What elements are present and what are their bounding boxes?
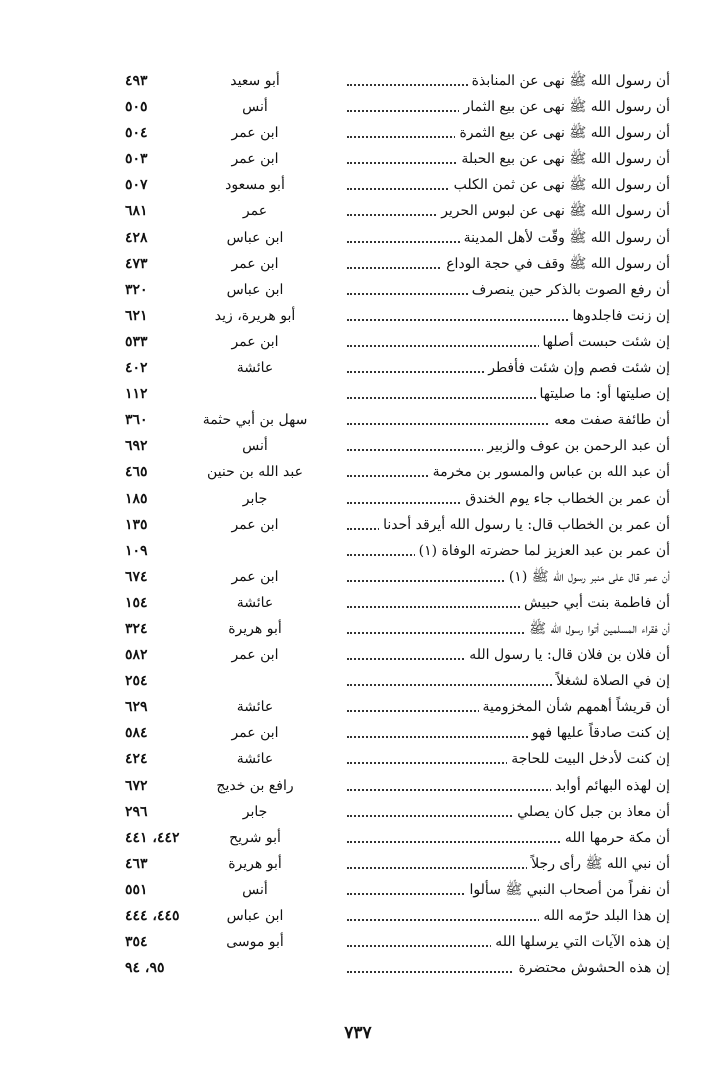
hadith-text: إن كنت لأدخل البيت للحاجة [507, 746, 670, 772]
page-references: ١٣٥ [125, 516, 148, 533]
hadith-text: أن نفراً من أصحاب النبي ﷺ سألوا [466, 877, 670, 903]
hadith-text: إن لهذه البهائم أوابد [551, 773, 670, 799]
index-row [125, 355, 670, 381]
index-row [125, 251, 670, 277]
page-references: ٤٤٥، ٤٤٤ [125, 908, 180, 924]
hadith-text: أن عمر بن الخطاب قال: يا رسول الله أيرقد أحدنا [379, 512, 670, 538]
index-row [125, 329, 670, 355]
hadith-text: إن هذا البلد حرّمه الله [539, 903, 670, 929]
index-row [125, 433, 670, 459]
hadith-text: إن هذه الآيات التي يرسلها الله [491, 929, 670, 955]
page-references: ٦٧٢ [125, 777, 148, 794]
hadith-text: إن زنت فاجلدوها [569, 303, 670, 329]
page-references: ٤٧٣ [125, 255, 148, 272]
hadith-index-list [125, 68, 670, 981]
hadith-text: إن هذه الحشوش محتضرة [514, 955, 670, 981]
index-row [125, 538, 670, 564]
index-row [125, 877, 670, 903]
index-row [125, 955, 670, 981]
page-references: ٦٩٢ [125, 438, 148, 455]
page-references: ١٠٩ [125, 542, 148, 559]
index-row [125, 564, 670, 590]
index-row [125, 929, 670, 955]
hadith-text: أن رسول الله ﷺ نهى عن بيع الحبلة [457, 146, 670, 172]
index-row [125, 172, 670, 198]
hadith-text: إن صليتها أو: ما صليتها [536, 381, 670, 407]
index-row [125, 590, 670, 616]
narrator-name: عائشة [236, 699, 274, 716]
hadith-text: أن رسول الله ﷺ نهى عن المنابذة [468, 68, 670, 94]
hadith-text: إن شئت حبست أصلها [539, 329, 670, 355]
page-references: ٥٨٤ [125, 725, 148, 742]
hadith-text: أن عمر بن عبد العزيز لما حضرته الوفاة (١) [415, 538, 670, 564]
page-references: ٤٦٥ [125, 464, 148, 481]
page-references: ٢٩٦ [125, 803, 148, 820]
page-references: ٩٥، ٩٤ [125, 960, 165, 977]
page-references: ٥٠٧ [125, 177, 148, 194]
hadith-text: أن رسول الله ﷺ نهى عن بيع الثمرة [455, 120, 670, 146]
narrator-name: ابن عمر [231, 125, 279, 142]
narrator-name: عائشة [236, 751, 274, 768]
index-row [125, 225, 670, 251]
index-row [125, 277, 670, 303]
narrator-name: أبو هريرة [228, 855, 282, 872]
hadith-text: إن كنت صادقاً عليها فهو [528, 720, 670, 746]
index-row [125, 94, 670, 120]
index-row [125, 694, 670, 720]
page-references: ٣٢٤ [125, 620, 148, 637]
index-row [125, 746, 670, 772]
index-row [125, 381, 670, 407]
hadith-text: أن فلان بن فلان قال: يا رسول الله [465, 642, 670, 668]
hadith-text: أن رسول الله ﷺ وقّت لأهل المدينة [460, 225, 670, 251]
hadith-text: أن عبد الرحمن بن عوف والزبير [483, 433, 670, 459]
narrator-name: ابن عمر [231, 568, 279, 585]
hadith-text: أن طائفة صفت معه [550, 407, 670, 433]
narrator-name: ابن عباس [226, 229, 284, 246]
page-references: ٤٤٢، ٤٤١ [125, 829, 180, 846]
index-row [125, 198, 670, 224]
index-row [125, 459, 670, 485]
narrator-name: أبو سعيد [230, 73, 280, 89]
page-references: ٣٢٠ [125, 281, 148, 298]
index-row [125, 825, 670, 851]
page-references: ١٥٤ [125, 594, 148, 611]
index-row [125, 120, 670, 146]
page-references: ٥٥١ [125, 881, 148, 898]
narrator-name: أبو شريح [229, 829, 281, 846]
narrator-name: أبو هريرة، زيد [214, 307, 296, 324]
narrator-name: ابن عمر [231, 516, 279, 533]
index-row [125, 642, 670, 668]
page-number: ٧٣٧ [344, 1023, 372, 1043]
hadith-text: أن قريشاً أهمهم شأن المخزومية [479, 694, 670, 720]
narrator-name: عائشة [236, 594, 274, 611]
page-references: ٤٠٢ [125, 360, 148, 377]
index-row [125, 512, 670, 538]
index-row [125, 68, 670, 94]
hadith-text: أن معاذ بن جبل كان يصلي [513, 799, 670, 825]
index-row [125, 616, 670, 642]
index-row [125, 799, 670, 825]
index-row [125, 303, 670, 329]
index-row [125, 851, 670, 877]
page-references: ١٨٥ [125, 490, 148, 507]
index-row [125, 486, 670, 512]
index-row [125, 720, 670, 746]
hadith-text: أن رسول الله ﷺ وقف في حجة الوداع [442, 251, 670, 277]
narrator-name: سهل بن أبي حثمة [202, 412, 308, 429]
page-references: ٣٦٠ [125, 412, 148, 429]
narrator-name: ابن عمر [231, 725, 279, 742]
narrator-name: ابن عمر [231, 151, 279, 168]
hadith-text: أن رسول الله ﷺ نهى عن ثمن الكلب [450, 172, 670, 198]
page-references: ٥٨٢ [125, 647, 148, 664]
page-references: ٤٩٣ [125, 73, 148, 89]
narrator-name: جابر [242, 803, 268, 820]
narrator-name: جابر [242, 490, 268, 507]
narrator-name: أنس [242, 99, 268, 116]
narrator-name: أبو مسعود [225, 177, 285, 194]
page-references: ٦٨١ [125, 203, 148, 220]
index-row [125, 407, 670, 433]
hadith-text: أن عمر بن الخطاب جاء يوم الخندق [461, 486, 670, 512]
narrator-name: عائشة [236, 360, 274, 377]
page-references: ١١٢ [125, 386, 148, 403]
narrator-name: ابن عمر [231, 255, 279, 272]
hadith-text: إن في الصلاة لشغلاً [552, 668, 670, 694]
hadith-text: أن رسول الله ﷺ نهى عن لبوس الحرير [437, 198, 670, 224]
narrator-name: ابن عباس [226, 281, 284, 298]
page-references: ٥٠٥ [125, 99, 148, 116]
narrator-name: عبد الله بن حنين [207, 464, 303, 481]
page-references: ٦٢٩ [125, 699, 148, 716]
index-row [125, 903, 670, 929]
page-references: ٥٠٣ [125, 151, 148, 168]
narrator-name: ابن عباس [226, 908, 284, 924]
hadith-text: أن رسول الله ﷺ نهى عن بيع الثمار [459, 94, 670, 120]
page-references: ٢٥٤ [125, 673, 148, 690]
hadith-text: أن فاطمة بنت أبي حبيش [520, 590, 670, 616]
narrator-name: أنس [242, 881, 268, 898]
page-references: ٤٦٣ [125, 855, 148, 872]
hadith-text: أن فقراء المسلمين أتوا رسول الله ﷺ [525, 616, 670, 642]
page-references: ٥٠٤ [125, 125, 148, 142]
index-row [125, 146, 670, 172]
page-references: ٦٧٤ [125, 568, 148, 585]
hadith-text: أن عبد الله بن عباس والمسور بن مخرمة [429, 459, 670, 485]
narrator-name: رافع بن خديج [216, 777, 294, 794]
hadith-text: أن مكة حرمها الله [561, 825, 670, 851]
narrator-name: ابن عمر [231, 333, 279, 350]
narrator-name: أبو موسى [226, 934, 284, 951]
index-row [125, 668, 670, 694]
page-references: ٥٣٣ [125, 333, 148, 350]
page-references: ٣٥٤ [125, 934, 148, 951]
index-row [125, 773, 670, 799]
page-references: ٤٢٤ [125, 751, 148, 768]
hadith-text: أن نبي الله ﷺ رأى رجلاً [527, 851, 670, 877]
narrator-name: أبو هريرة [228, 620, 282, 637]
narrator-name: عمر [242, 203, 268, 220]
narrator-name: أنس [242, 438, 268, 455]
hadith-text: أن عمر قال على منبر رسول الله ﷺ (١) [505, 564, 670, 590]
page-references: ٦٢١ [125, 307, 148, 324]
hadith-text: أن رفع الصوت بالذكر حين ينصرف [468, 277, 670, 303]
hadith-text: إن شئت فصم وإن شئت فأفطر [484, 355, 670, 381]
narrator-name: ابن عمر [231, 647, 279, 664]
page-references: ٤٢٨ [125, 229, 148, 246]
